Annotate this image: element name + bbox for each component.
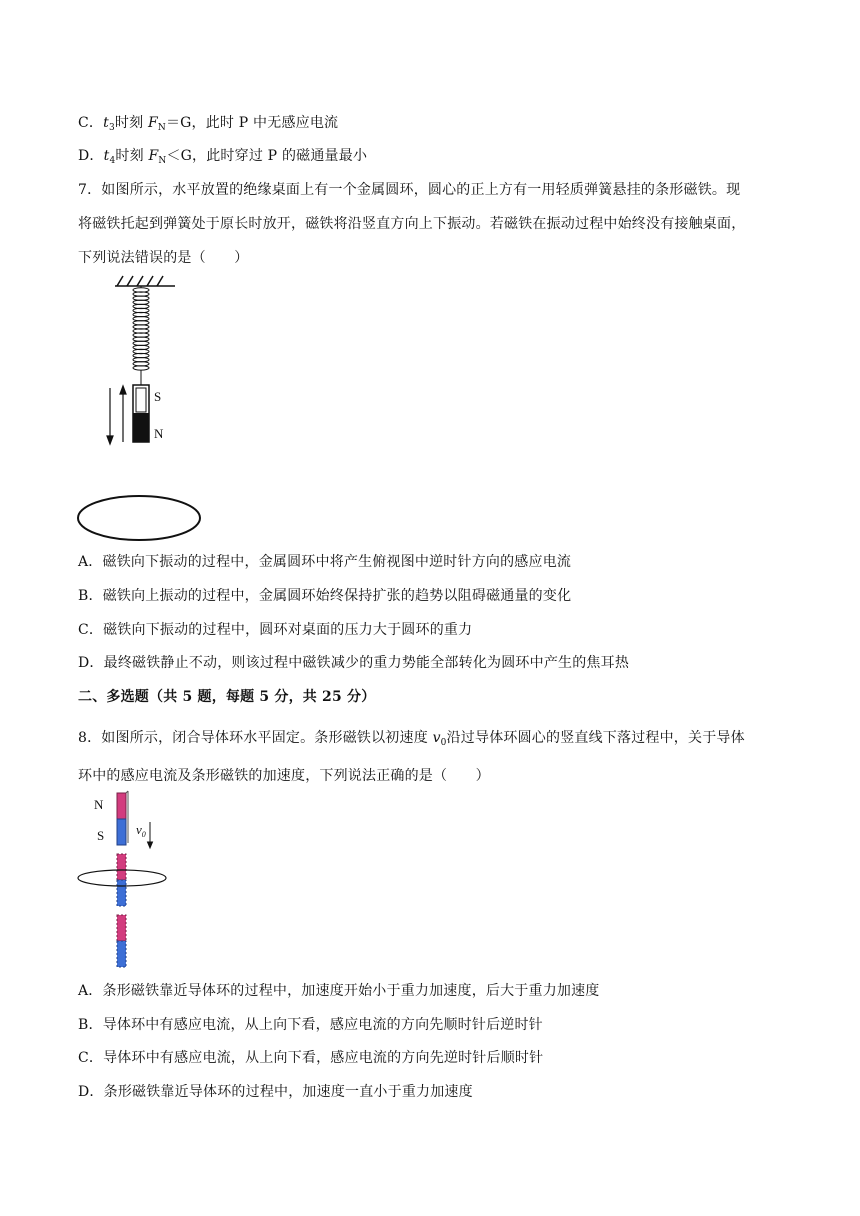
q6-option-c: C．$t_3$时刻 $F_N=G$，此时 P 中无感应电流 (78, 115, 339, 133)
q8-option-b: B．导体环中有感应电流，从上向下看，感应电流的方向先顺时针后逆时针 (78, 1017, 543, 1033)
magnet-middle-dotted (117, 854, 126, 906)
q8-option-d: D．条形磁铁靠近导体环的过程中，加速度一直小于重力加速度 (78, 1084, 473, 1100)
label-v0: $v_0$ (136, 822, 146, 839)
label-n: N (154, 426, 164, 441)
bar-magnet (133, 385, 149, 442)
velocity-arrow (148, 822, 153, 848)
label-n: N (94, 797, 104, 812)
label-s: S (154, 389, 162, 404)
magnet-top (117, 791, 128, 845)
oscillation-arrows (107, 386, 126, 444)
q8-option-c: C．导体环中有感应电流，从上向下看，感应电流的方向先逆时针后顺时针 (78, 1050, 544, 1066)
q7-stem-line-3: 下列说法错误的是（ ） (78, 250, 249, 266)
spring (133, 286, 149, 370)
q7-option-c: C．磁铁向下振动的过程中，圆环对桌面的压力大于圆环的重力 (78, 622, 473, 638)
section-heading-multiple-choice: 二、多选题（共 5 题，每题 5 分，共 25 分） (78, 689, 376, 705)
metal-ring (78, 496, 200, 540)
q6-option-d: D．$t_4$时刻 $F_N<G$，此时穿过 P 的磁通量最小 (78, 148, 368, 166)
q7-stem-line-1: 7．如图所示，水平放置的绝缘桌面上有一个金属圆环，圆心的正上方有一用轻质弹簧悬挂的条形磁铁。现 (78, 182, 741, 198)
q8-stem-line-1: 8．如图所示，闭合导体环水平固定。条形磁铁以初速度 $v_0$沿过导体环圆心的竖直线下落过程中，关于导体 (78, 730, 745, 748)
magnet-bottom-dotted (117, 915, 126, 967)
q7-option-b: B．磁铁向上振动的过程中，金属圆环始终保持扩张的趋势以阻碍磁通量的变化 (78, 588, 572, 604)
ceiling-hatch (115, 276, 175, 286)
q8-stem-line-2: 环中的感应电流及条形磁铁的加速度，下列说法正确的是（ ） (78, 768, 490, 784)
label-s: S (97, 828, 105, 843)
q7-option-a: A．磁铁向下振动的过程中，金属圆环中将产生俯视图中逆时针方向的感应电流 (78, 554, 572, 570)
q7-option-d: D．最终磁铁静止不动，则该过程中磁铁减少的重力势能全部转化为圆环中产生的焦耳热 (78, 655, 630, 671)
q8-option-a: A．条形磁铁靠近导体环的过程中，加速度开始小于重力加速度，后大于重力加速度 (78, 983, 600, 999)
q8-figure (70, 788, 270, 978)
q7-stem-line-2: 将磁铁托起到弹簧处于原长时放开，磁铁将沿竖直方向上下振动。若磁铁在振动过程中始终没有接触桌面， (78, 216, 746, 232)
q7-figure (70, 270, 290, 540)
